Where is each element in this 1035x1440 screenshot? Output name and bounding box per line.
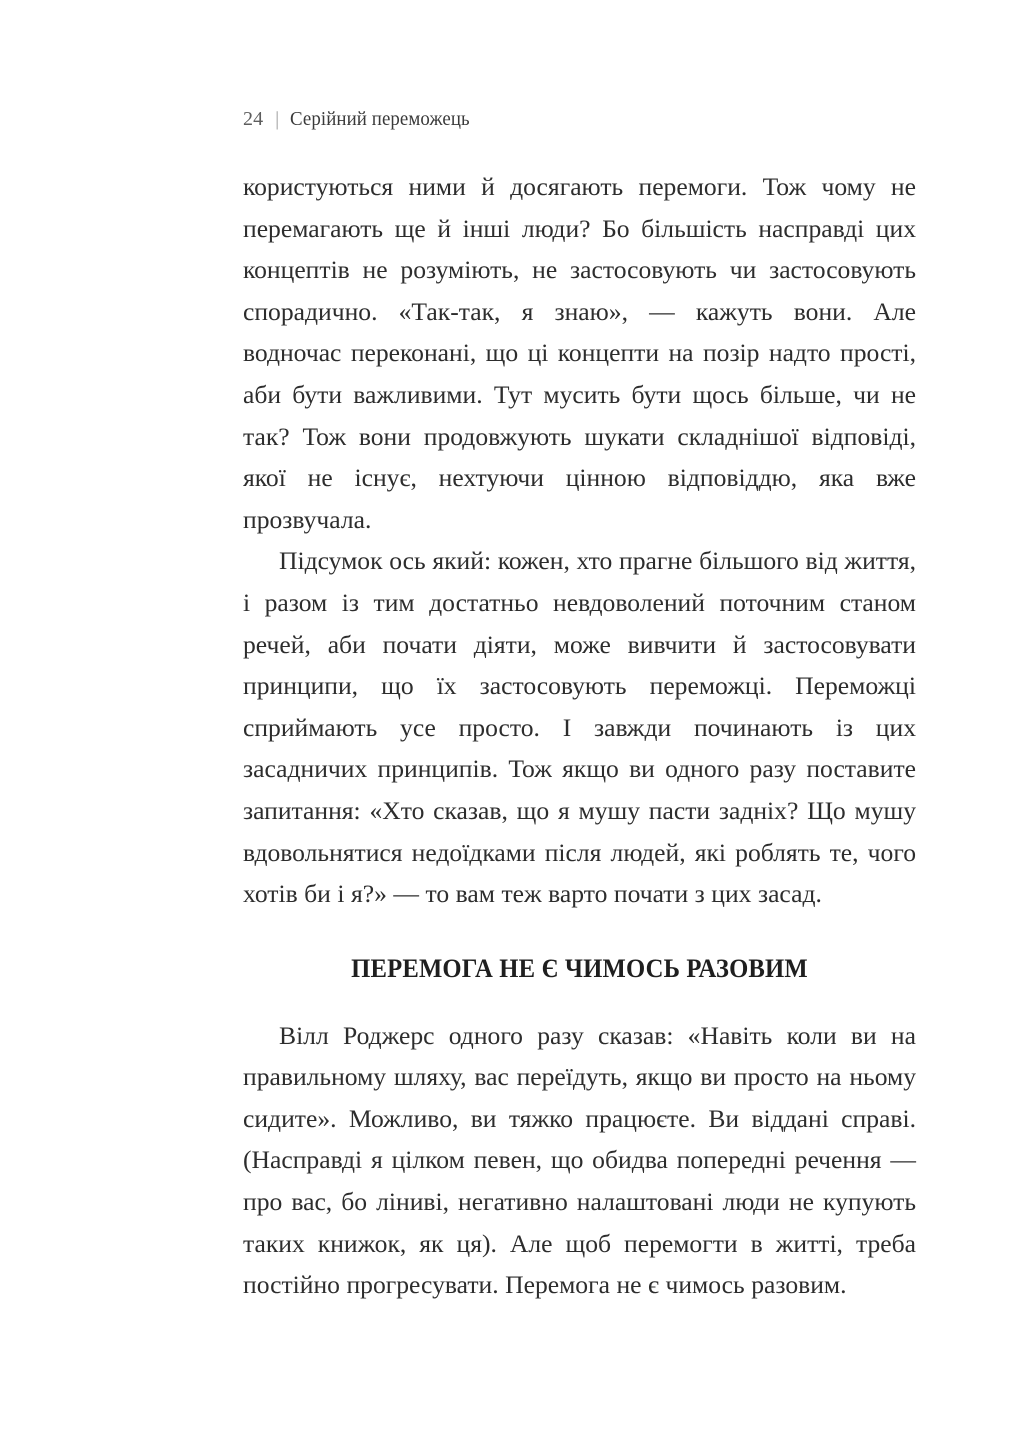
page-number: 24 (243, 108, 264, 130)
section-heading-wrap (243, 915, 916, 1015)
paragraph-continuation: користуються ними й досягають перемоги. Тож чому не перемагають ще й інші люди? Бо більшість насправді цих концептів не розуміють, не застосовують чи застосовують спорадично. «Так-так, я знаю», — кажуть вони. Але водночас переконані, що ці концепти на позір надто прості, аби бути важливими. Тут мусить бути щось більше, чи не так? Тож вони продовжують шукати складнішої відповіді, якої не існує, нехтуючи цінною відповіддю, яка вже прозвучала. (243, 172, 916, 534)
paragraph-rogers-quote: Вілл Роджерс одного разу сказав: «Навіть коли ви на правильному шляху, вас переїдуть, якщо ви просто на ньому сидите». Можливо, ви тяжко працюєте. Ви віддані справі. (Насправді я цілком певен, що обидва попередні речення — про вас, бо ліниві, негативно налаштовані люди не купують таких книжок, як ця). Але щоб перемогти в житті, треба постійно прогресувати. Перемога не є чимось разовим. (243, 1020, 916, 1300)
chapter-title: Серійний переможець (290, 108, 470, 130)
text-block (243, 166, 916, 1306)
paragraph-summary: Підсумок ось який: кожен, хто прагне більшого від життя, і разом із тим достатньо невдоволений поточним станом речей, аби почати діяти, може вивчити й застосовувати принципи, що їх застосовують переможці. Переможці сприймають усе просто. І завжди починають із цих засадничих принципів. Тож якщо ви одного разу поставите запитання: «Хто сказав, що я мушу пасти задніх? Що мушу вдовольнятися недоїдками після людей, які роблять те, чого хотів би і я?» — то вам теж варто почати з цих засад. (243, 546, 916, 909)
running-head (243, 108, 485, 131)
section-heading: ПЕРЕМОГА НЕ Є ЧИМОСЬ РАЗОВИМ (351, 952, 808, 983)
running-head-separator: | (275, 108, 280, 131)
